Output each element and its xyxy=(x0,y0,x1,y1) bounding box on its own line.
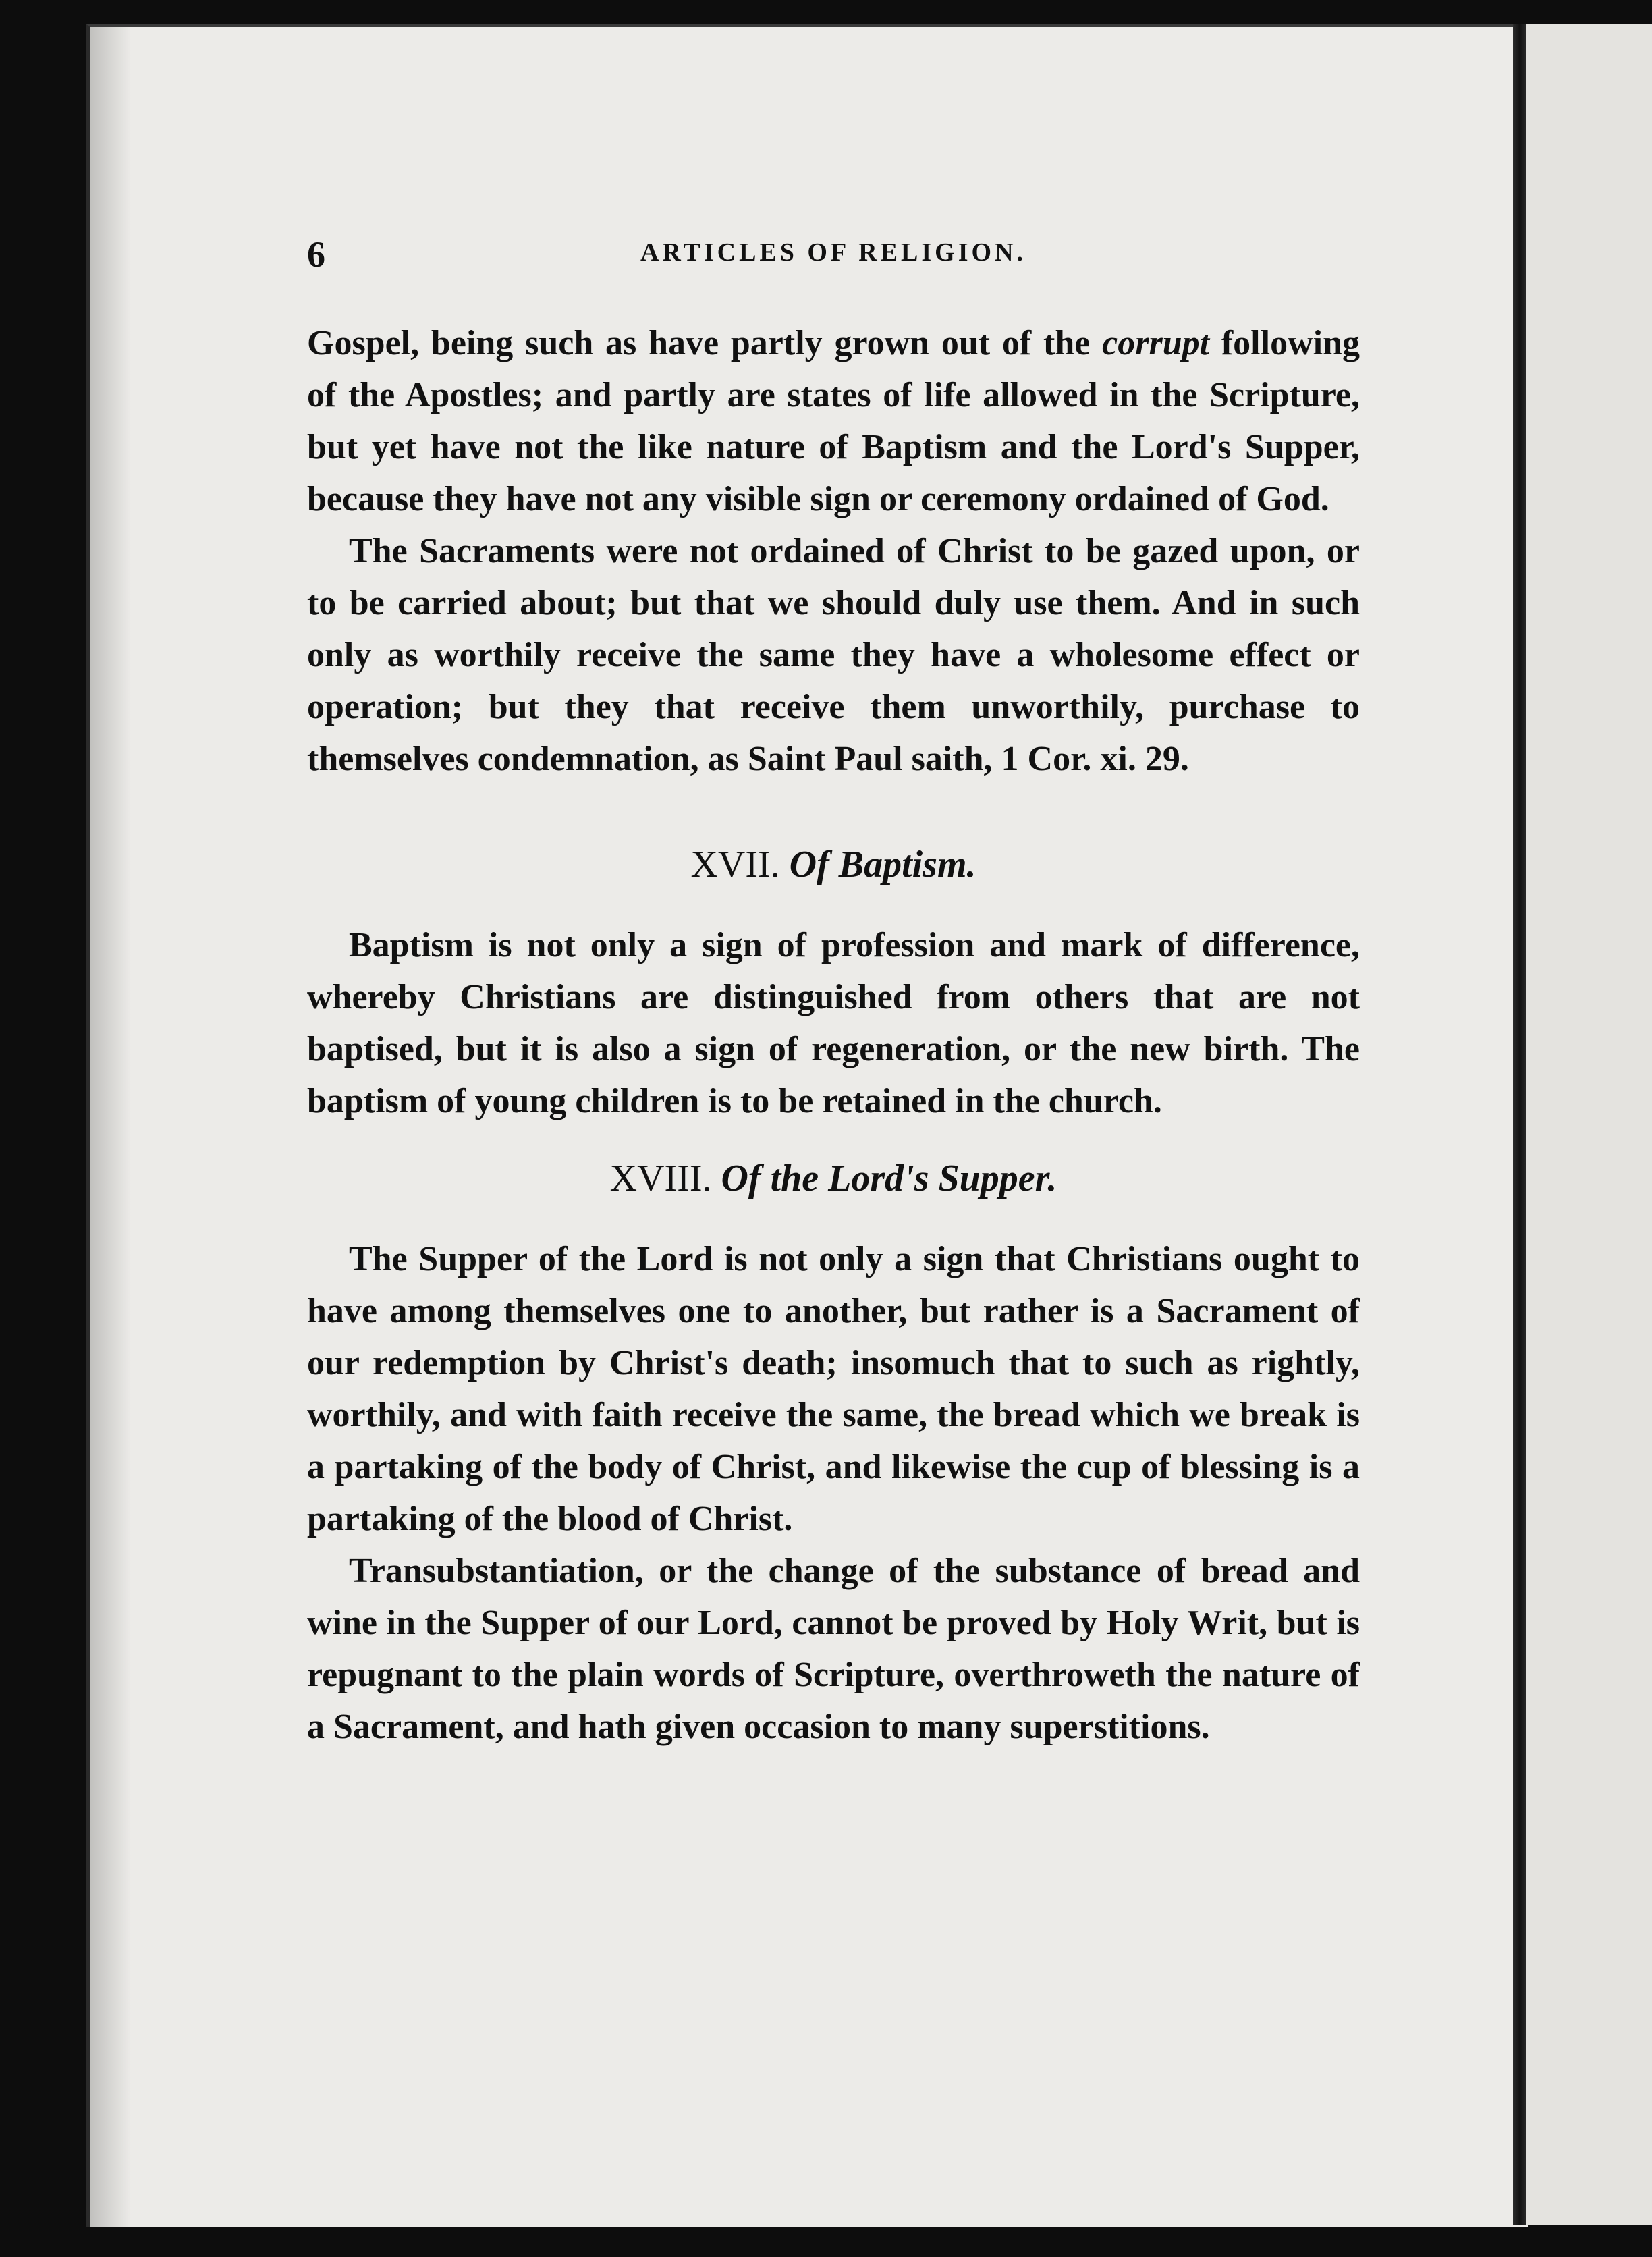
article-heading-18 xyxy=(307,1153,1360,1205)
page-number: 6 xyxy=(307,234,325,275)
article-numeral: XVIII. xyxy=(609,1158,712,1199)
article-numeral: XVII. xyxy=(690,844,780,886)
sacraments-paragraph: The Sacraments were not ordained of Christ to be gazed upon, or to be carried about; but that we should duly use them. And in such only as worthily receive the same they have a wholesome effect or operation; but they that receive them unworthily, purchase to themselves condemnation, as Saint Paul saith, 1 Cor. xi. 29. xyxy=(307,532,1360,778)
article-title: Of the Lord's Supper. xyxy=(721,1158,1057,1199)
article-18-paragraph-2: Transubstantiation, or the change of the substance of bread and wine in the Supper of our Lord, cannot be proved by Holy Writ, but is repugnant to the plain words of Scripture, overthroweth the nature of a Sacrament, and hath given occasion to many superstitions. xyxy=(307,1552,1360,1746)
article-heading-17 xyxy=(307,839,1360,891)
running-title: ARTICLES OF RELIGION. xyxy=(640,238,1027,267)
article-18-paragraph-1: The Supper of the Lord is not only a sign that Christians ought to have among themselves one to another, but rather is a Sacrament of our redemption by Christ's death; insomuch that to such as rightly, worthily, and with faith receive the same, the bread which we break is a partaking of the body of Christ, and likewise the cup of blessing is a partaking of the blood of Christ. xyxy=(307,1240,1360,1538)
emphasis-word: corrupt xyxy=(1102,324,1210,362)
page-body xyxy=(307,317,1360,1753)
page-header xyxy=(307,234,1360,281)
book-gutter xyxy=(1513,24,1526,2225)
facing-page-edge xyxy=(1526,24,1652,2225)
continuation-paragraph: Gospel, being such as have partly grown out of the corrupt following of the Apostles; and partly are states of life allowed in the Scripture, but yet have not the like nature of Baptism and the Lord's Supper, because they have not any visible sign or ceremony ordained of God. xyxy=(307,324,1360,518)
article-17-paragraph: Baptism is not only a sign of profession and mark of difference, whereby Christians are distinguished from others that are not baptised, but it is also a sign of regeneration, or the new birth. The baptism of young children is to be retained in the church. xyxy=(307,926,1360,1120)
article-title: Of Baptism. xyxy=(789,844,976,886)
